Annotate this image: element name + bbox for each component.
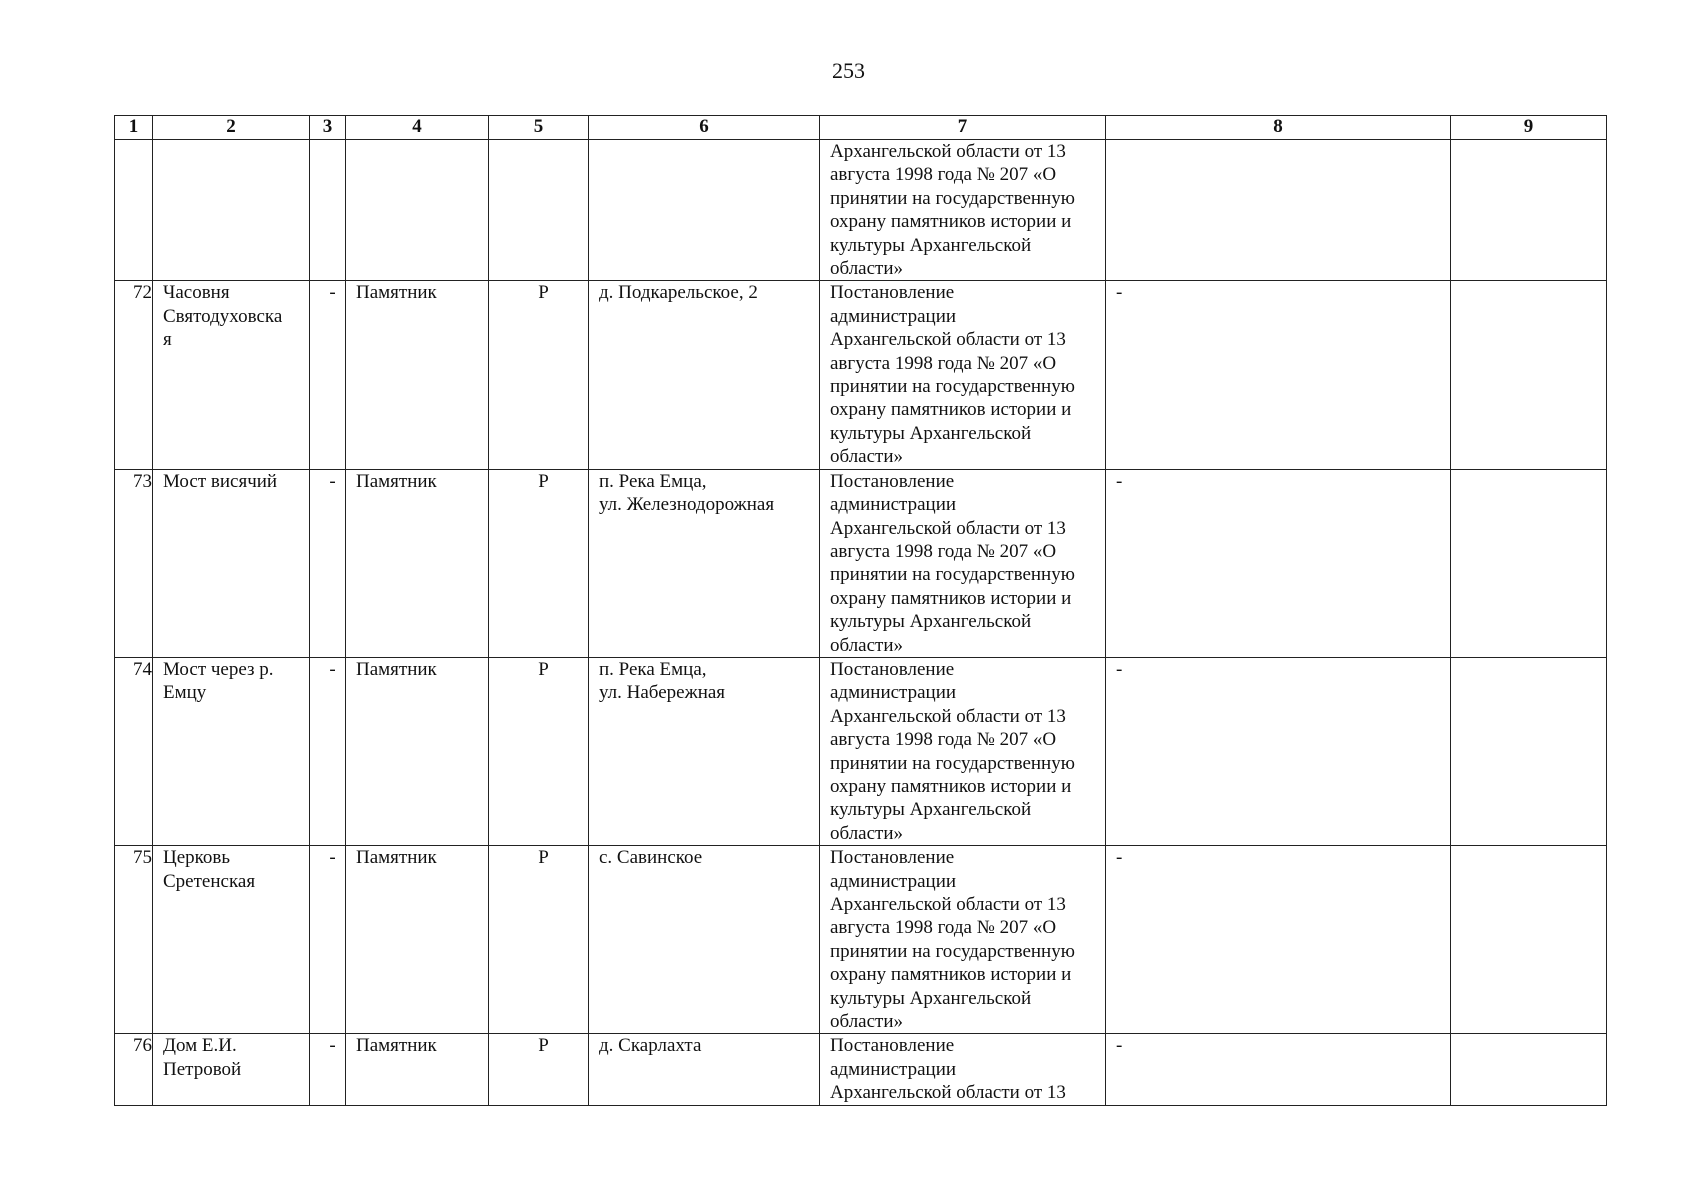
category-cell: Р [489,281,589,469]
document-cell: Постановление администрации Архангельской области от 13 августа 1998 года № 207 «О принятии на государственную охрану памятников истории и культуры Архангельской области» [820,281,1106,469]
object-type-cell: Памятник [346,657,489,845]
col3-cell [310,140,346,281]
col8-cell: - [1106,469,1451,657]
col9-cell [1451,846,1607,1034]
col8-cell: - [1106,281,1451,469]
column-header: 5 [489,116,589,140]
row-number-cell: 76 [115,1034,153,1105]
col9-cell [1451,140,1607,281]
col3-cell: - [310,469,346,657]
row-number-cell: 74 [115,657,153,845]
document-cell: Постановление администрации Архангельской области от 13 [820,1034,1106,1105]
document-cell: Постановление администрации Архангельской области от 13 августа 1998 года № 207 «О принятии на государственную охрану памятников истории и культуры Архангельской области» [820,846,1106,1034]
address-cell: п. Река Емца, ул. Железнодорожная [589,469,820,657]
col8-cell [1106,140,1451,281]
object-type-cell: Памятник [346,846,489,1034]
col9-cell [1451,1034,1607,1105]
document-cell: Постановление администрации Архангельской области от 13 августа 1998 года № 207 «О принятии на государственную охрану памятников истории и культуры Архангельской области» [820,657,1106,845]
col9-cell [1451,469,1607,657]
object-type-cell [346,140,489,281]
object-type-cell: Памятник [346,469,489,657]
object-name-cell: Дом Е.И. Петровой [153,1034,310,1105]
category-cell: Р [489,1034,589,1105]
row-number-cell: 72 [115,281,153,469]
row-number-cell: 75 [115,846,153,1034]
col9-cell [1451,281,1607,469]
table-header-row [115,116,1607,140]
document-cell: Архангельской области от 13 августа 1998 года № 207 «О принятии на государственную охрану памятников истории и культуры Архангельской области» [820,140,1106,281]
col8-cell: - [1106,657,1451,845]
col8-cell: - [1106,1034,1451,1105]
table-row [115,1034,1607,1105]
table-row [115,469,1607,657]
page-number: 253 [832,58,865,83]
col3-cell: - [310,846,346,1034]
address-cell [589,140,820,281]
col3-cell: - [310,281,346,469]
column-header: 3 [310,116,346,140]
object-name-cell [153,140,310,281]
address-cell: д. Подкарельское, 2 [589,281,820,469]
row-number-cell [115,140,153,281]
object-name-cell: Церковь Сретенская [153,846,310,1034]
row-number-cell: 73 [115,469,153,657]
category-cell: Р [489,846,589,1034]
table-row [115,281,1607,469]
address-cell: п. Река Емца, ул. Набережная [589,657,820,845]
category-cell [489,140,589,281]
column-header: 8 [1106,116,1451,140]
col8-cell: - [1106,846,1451,1034]
column-header: 1 [115,116,153,140]
table-row [115,846,1607,1034]
column-header: 2 [153,116,310,140]
col9-cell [1451,657,1607,845]
object-type-cell: Памятник [346,281,489,469]
column-header: 7 [820,116,1106,140]
category-cell: Р [489,657,589,845]
column-header: 6 [589,116,820,140]
address-cell: д. Скарлахта [589,1034,820,1105]
object-type-cell: Памятник [346,1034,489,1105]
address-cell: с. Савинское [589,846,820,1034]
table-row [115,657,1607,845]
object-name-cell: Мост висячий [153,469,310,657]
monuments-table [114,115,1607,1106]
column-header: 9 [1451,116,1607,140]
column-header: 4 [346,116,489,140]
category-cell: Р [489,469,589,657]
col3-cell: - [310,657,346,845]
col3-cell: - [310,1034,346,1105]
object-name-cell: Часовня Святодуховска я [153,281,310,469]
table-row-continued [115,140,1607,281]
object-name-cell: Мост через р. Емцу [153,657,310,845]
document-cell: Постановление администрации Архангельской области от 13 августа 1998 года № 207 «О принятии на государственную охрану памятников истории и культуры Архангельской области» [820,469,1106,657]
